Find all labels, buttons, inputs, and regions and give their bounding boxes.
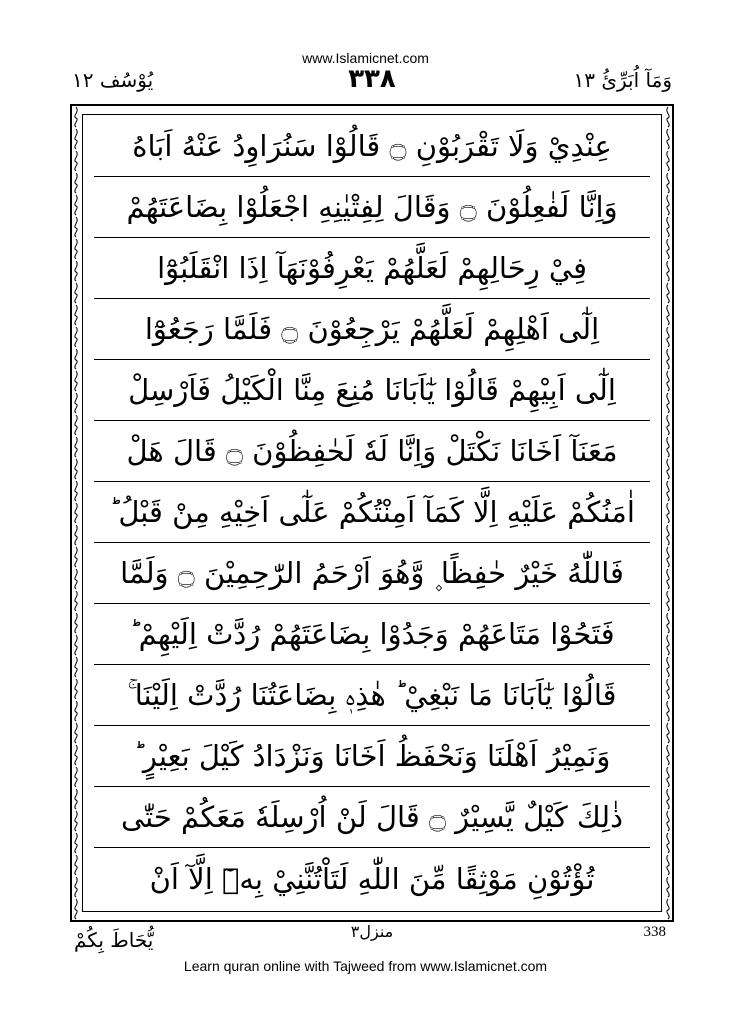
- text-line-4: اِلٰٓى اَهْلِهِمْ لَعَلَّهُمْ يَرْجِعُوْنَ ۝ فَلَمَّا رَجَعُوْٓا: [94, 299, 650, 360]
- site-url: www.Islamicnet.com: [302, 50, 429, 66]
- text-line-2: وَاِنَّا لَفٰعِلُوْنَ ۝ وَقَالَ لِفِتْيٰنِهِ اجْعَلُوْا بِضَاعَتَهُمْ: [94, 177, 650, 238]
- page-number-arabic: ٣٣٨: [348, 64, 396, 94]
- text-line-1: عِنْدِيْ وَلَا تَقْرَبُوْنِ ۝ قَالُوْا سَنُرَاوِدُ عَنْهُ اَبَاهُ: [94, 116, 650, 177]
- text-line-11: وَنَمِيْرُ اَهْلَنَا وَنَحْفَظُ اَخَانَا وَنَزْدَادُ كَيْلَ بَعِيْرٍ ؕ: [94, 726, 650, 787]
- footer-text: Learn quran online with Tajweed from www.Islamicnet.com: [183, 958, 548, 974]
- surah-name: يُوْسُف ١٢: [72, 68, 154, 92]
- text-line-12: ذٰلِكَ كَيْلٌ يَّسِيْرٌ ۝ قَالَ لَنْ اُرْسِلَهٗ مَعَكُمْ حَتّٰى: [94, 787, 650, 848]
- text-line-7: اٰمَنُكُمْ عَلَيْهِ اِلَّا كَمَآ اَمِنْتُكُمْ عَلٰٓى اَخِيْهِ مِنْ قَبْلُ ؕ: [94, 482, 650, 543]
- text-line-6: مَعَنَآ اَخَانَا نَكْتَلْ وَاِنَّا لَهٗ لَحٰفِظُوْنَ ۝ قَالَ هَلْ: [94, 421, 650, 482]
- left-ornament-border: [72, 106, 80, 920]
- page-header: [72, 64, 672, 104]
- text-line-5: اِلٰٓى اَبِيْهِمْ قَالُوْا يٰٓاَبَانَا مُنِعَ مِنَّا الْكَيْلُ فَاَرْسِلْ: [94, 360, 650, 421]
- juz-name: وَمَآ اُبَرِّئُ ١٣: [573, 68, 672, 92]
- page-number-latin: 338: [643, 924, 666, 940]
- right-ornament-border: [664, 106, 672, 920]
- catchword: يُّحَاطَ بِكُمْ: [74, 928, 154, 952]
- page-bottom-row: [70, 922, 674, 958]
- text-line-9: فَتَحُوْا مَتَاعَهُمْ وَجَدُوْا بِضَاعَتَهُمْ رُدَّتْ اِلَيْهِمْ ؕ: [94, 604, 650, 665]
- quran-text-block: [94, 116, 650, 910]
- text-line-13: تُؤْتُوْنِ مَوْثِقًا مِّنَ اللّٰهِ لَتَاْتُنَّنِيْ بِهٖٓ اِلَّآ اَنْ: [149, 861, 595, 896]
- text-line-10: قَالُوْا يٰٓاَبَانَا مَا نَبْغِيْ ؕ هٰذِهٖ بِضَاعَتُنَا رُدَّتْ اِلَيْنَا ۚ: [94, 665, 650, 726]
- text-line-8: فَاللّٰهُ خَيْرٌ حٰفِظًا ۪ وَّهُوَ اَرْحَمُ الرّٰحِمِيْنَ ۝ وَلَمَّا: [94, 543, 650, 604]
- text-line-3: فِيْ رِحَالِهِمْ لَعَلَّهُمْ يَعْرِفُوْنَهَآ اِذَا انْقَلَبُوْٓا: [94, 238, 650, 299]
- manzil-label: منزل٣: [350, 922, 394, 941]
